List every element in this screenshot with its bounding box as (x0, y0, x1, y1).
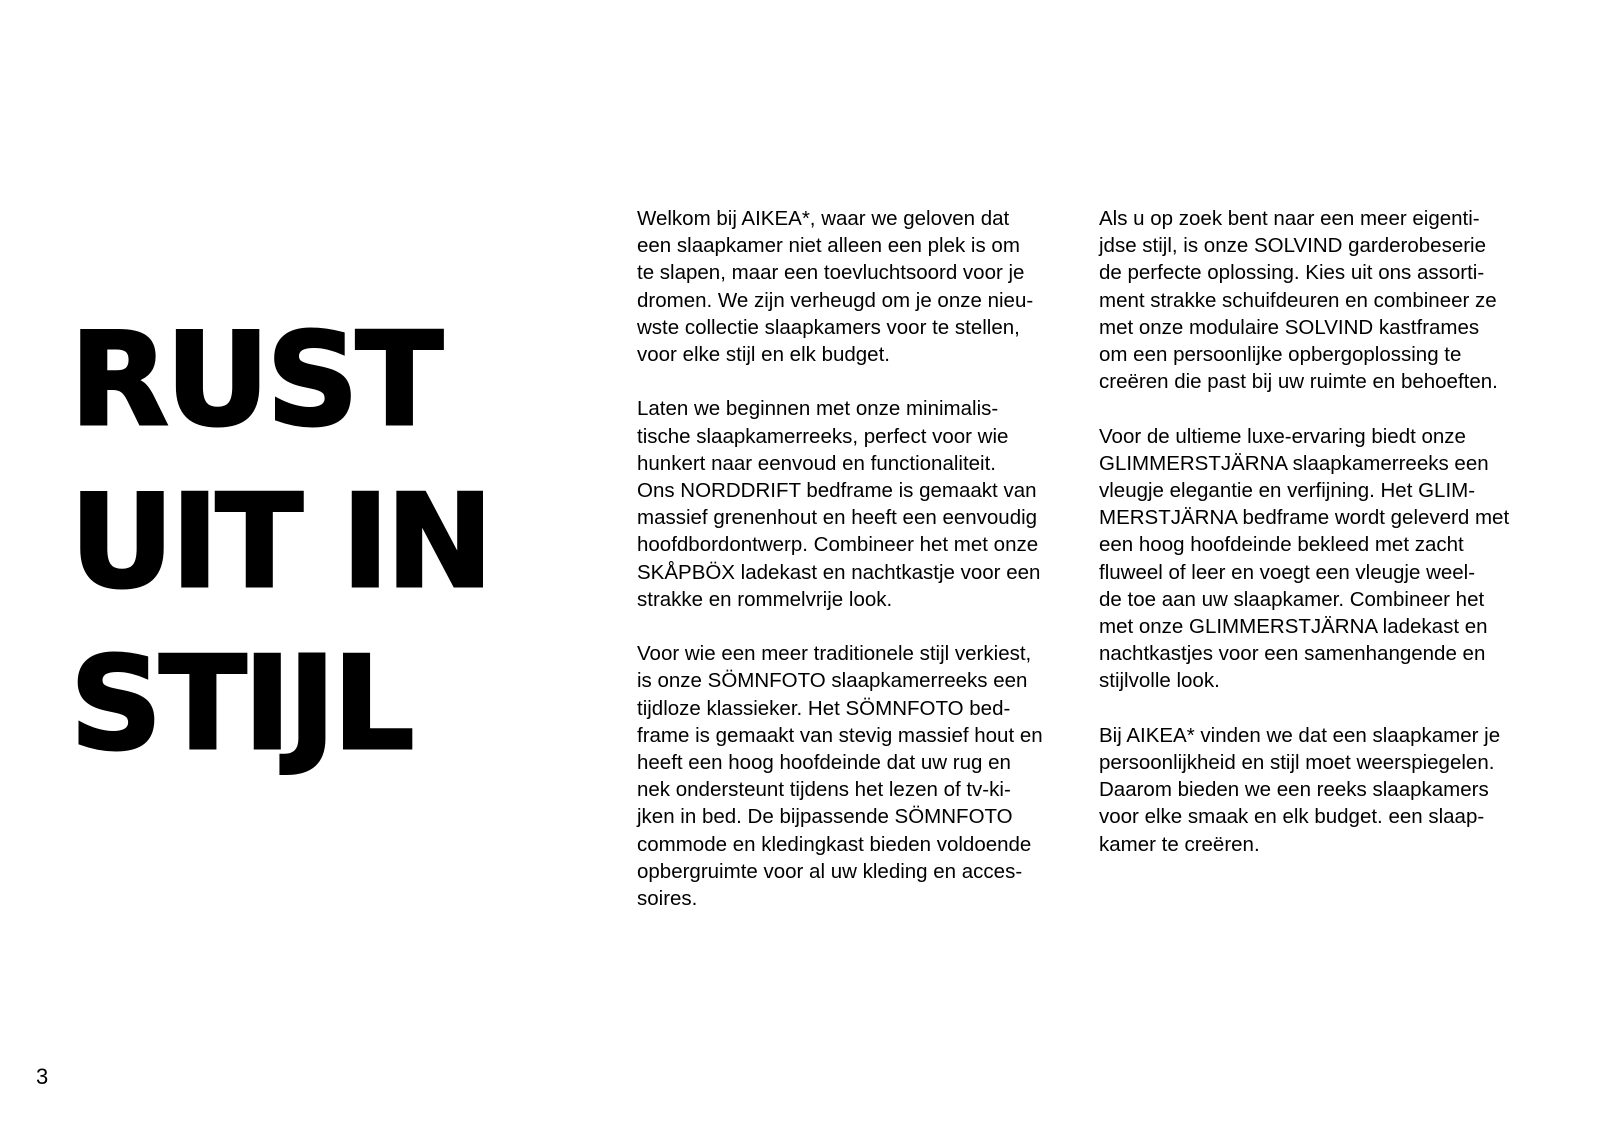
headline-line: STIJL (70, 630, 412, 779)
text-line: wste collectie slaapkamers voor te stellen, (637, 315, 1020, 339)
text-line: dromen. We zijn verheugd om je onze nieu- (637, 288, 1034, 312)
text-column-right (1099, 205, 1544, 885)
text-line: voor elke stijl en elk budget. (637, 343, 890, 367)
text-line: de perfecte oplossing. Kies uit ons assorti- (1099, 261, 1485, 285)
text-line: fluweel of leer en voegt een vleugje weel- (1099, 560, 1476, 584)
text-line: commode en kledingkast bieden voldoende (637, 832, 1032, 856)
text-line: jken in bed. De bijpassende SÖMNFOTO (637, 805, 1013, 829)
text-line: tijdloze klassieker. Het SÖMNFOTO bed- (637, 696, 1011, 720)
text-line: Voor wie een meer traditionele stijl verkiest, (637, 642, 1032, 666)
text-line: Ons NORDDRIFT bedframe is gemaakt van (637, 479, 1037, 503)
text-line: MERSTJÄRNA bedframe wordt geleverd met (1099, 506, 1510, 530)
text-line: vleugje elegantie en verfijning. Het GLIM- (1099, 479, 1476, 503)
text-line: GLIMMERSTJÄRNA slaapkamerreeks een (1099, 451, 1489, 475)
text-line: nachtkastjes voor een samenhangende en (1099, 642, 1486, 666)
text-line: met onze GLIMMERSTJÄRNA ladekast en (1099, 615, 1488, 639)
text-line: te slapen, maar een toevluchtsoord voor je (637, 261, 1025, 285)
text-line: heeft een hoog hoofdeinde dat uw rug en (637, 751, 1011, 775)
text-line: massief grenenhout en heeft een eenvoudig (637, 506, 1038, 530)
text-line: ment strakke schuifdeuren en combineer ze (1099, 288, 1497, 312)
body-paragraph (637, 640, 1077, 912)
text-line: tische slaapkamerreeks, perfect voor wie (637, 424, 1009, 448)
text-line: hoofdbordontwerp. Combineer het met onze (637, 533, 1039, 557)
text-line: kamer te creëren. (1099, 832, 1260, 856)
text-line: frame is gemaakt van stevig massief hout en (637, 723, 1043, 747)
text-line: opbergruimte voor al uw kleding en acces- (637, 859, 1023, 883)
text-line: hunkert naar eenvoud en functionaliteit. (637, 451, 997, 475)
text-line: met onze modulaire SOLVIND kastframes (1099, 315, 1480, 339)
headline-line: UIT IN (70, 468, 491, 617)
text-line: voor elke smaak en elk budget. een slaap- (1099, 805, 1485, 829)
text-line: persoonlijkheid en stijl moet weerspiegelen. (1099, 751, 1495, 775)
text-line: Daarom bieden we een reeks slaapkamers (1099, 778, 1489, 802)
text-line: jdse stijl, is onze SOLVIND garderobeserie (1099, 234, 1487, 258)
text-line: de toe aan uw slaapkamer. Combineer het (1099, 587, 1485, 611)
text-line: een slaapkamer niet alleen een plek is om (637, 234, 1020, 258)
page-number: 3 (36, 1064, 49, 1089)
page-headline (70, 300, 590, 786)
text-line: soires. (637, 887, 698, 911)
text-line: SKÅPBÖX ladekast en nachtkastje voor een (637, 560, 1041, 584)
text-line: Voor de ultieme luxe-ervaring biedt onze (1099, 424, 1466, 448)
text-line: stijlvolle look. (1099, 669, 1220, 693)
body-paragraph (1099, 205, 1544, 395)
text-line: Als u op zoek bent naar een meer eigenti- (1099, 207, 1480, 230)
text-line: creëren die past bij uw ruimte en behoeften. (1099, 370, 1498, 394)
text-line: strakke en rommelvrije look. (637, 587, 893, 611)
text-line: Laten we beginnen met onze minimalis- (637, 397, 999, 421)
text-line: een hoog hoofdeinde bekleed met zacht (1099, 533, 1464, 557)
text-column-left (637, 205, 1077, 939)
text-line: Welkom bij AIKEA*, waar we geloven dat (637, 207, 1010, 230)
body-paragraph (637, 205, 1077, 368)
headline-line: RUST (70, 306, 440, 455)
body-paragraph (637, 395, 1077, 613)
body-paragraph (1099, 423, 1544, 695)
text-line: om een persoonlijke opbergoplossing te (1099, 343, 1462, 367)
text-line: is onze SÖMNFOTO slaapkamerreeks een (637, 669, 1028, 693)
body-paragraph (1099, 722, 1544, 858)
text-line: nek ondersteunt tijdens het lezen of tv-ki- (637, 778, 1011, 802)
text-line: Bij AIKEA* vinden we dat een slaapkamer je (1099, 723, 1501, 747)
